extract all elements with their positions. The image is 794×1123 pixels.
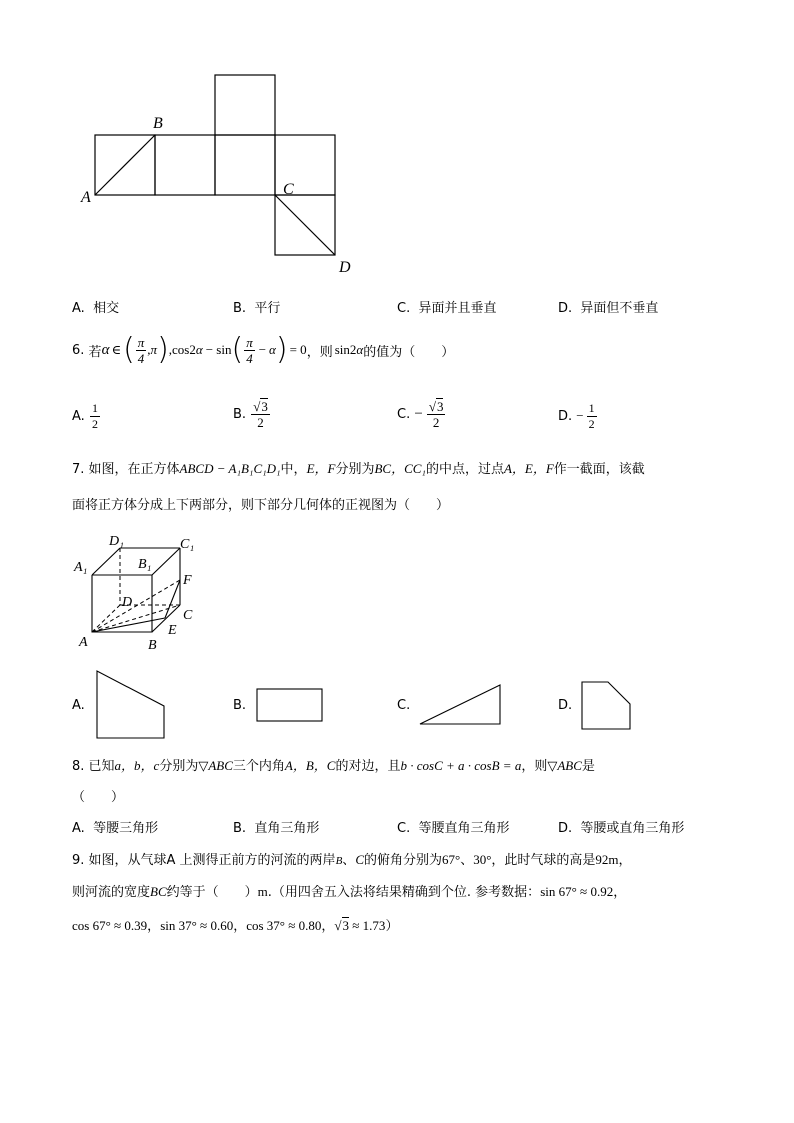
cube-label-c: C <box>183 608 193 623</box>
q5-option-a: A. 相交 <box>72 301 120 316</box>
q8-option-d: D. 等腰或直角三角形 <box>558 821 685 836</box>
cube-label-b1: B₁ <box>138 557 152 572</box>
q9-stem-line3: cos 67° ≈ 0.39，sin 37° ≈ 0.60，cos 37° ≈ 0.80，√3 ≈ 1.73） <box>72 918 399 934</box>
cube-net-figure <box>70 65 370 280</box>
q8-option-c: C. 等腰直角三角形 <box>397 821 510 836</box>
q6-option-a: A. $\frac{1}{2}$ <box>72 400 98 431</box>
net-label-b: B <box>153 115 163 132</box>
q6-option-b: B. $\frac{√3}{2}$ <box>233 398 268 430</box>
q7-option-b-shape <box>255 687 325 723</box>
net-label-d: D <box>339 259 351 276</box>
cube-label-b: B <box>148 638 157 653</box>
q7-option-a-label: A. <box>72 698 85 713</box>
q7-option-b-label: B. <box>233 698 247 713</box>
q7-option-a-shape <box>94 668 168 742</box>
q6-stem: 6. 若 α ∈ ( $\frac{\pi}{4}$ , π ) , cos2 α − sin ( $\frac{\pi}{4}$ − α ) = 0 ，则 sin2 α 的值为（ ） <box>72 332 455 367</box>
q8-stem-line2: （ ） <box>72 790 125 805</box>
net-label-c: C <box>283 181 294 198</box>
q8-stem-line1: 8. 已知a，b，c分别为▽ABC三个内角A，B，C的对边，且b · cosC + a · cosB = a，则▽ABC是 <box>72 758 595 774</box>
q9-stem-line2: 则河流的宽度BC约等于（ ）m.（用四舍五入法将结果精确到个位. 参考数据：sin 67° ≈ 0.92， <box>72 884 627 900</box>
q7-option-c-label: C. <box>397 698 411 713</box>
q7-option-d-label: D. <box>558 698 573 713</box>
cube-label-d1: D₁ <box>109 534 124 549</box>
cube-label-d: D <box>122 595 133 610</box>
cube-label-c1: C₁ <box>180 537 195 552</box>
q8-option-a: A. 等腰三角形 <box>72 821 159 836</box>
q7-option-d-shape <box>580 680 634 732</box>
q6-option-c: C. − $\frac{√3}{2}$ <box>397 398 444 430</box>
cube-label-a1: A₁ <box>74 560 88 575</box>
q7-stem-line2: 面将正方体分成上下两部分，则下部分几何体的正视图为（ ） <box>72 498 450 513</box>
net-label-a: A <box>81 189 91 206</box>
q8-option-b: B. 直角三角形 <box>233 821 320 836</box>
cube-label-f: F <box>183 573 192 588</box>
q7-option-c-shape <box>418 683 504 727</box>
cube-label-e: E <box>168 623 177 638</box>
cube-label-a: A <box>79 635 88 650</box>
q5-option-c: C. 异面并且垂直 <box>397 301 497 316</box>
cube-figure <box>70 528 210 653</box>
q6-option-d: D. − $\frac{1}{2}$ <box>558 400 595 431</box>
q5-option-b: B. 平行 <box>233 301 281 316</box>
q9-stem-line1: 9. 如图，从气球A 上测得正前方的河流的两岸B、C的俯角分别为67°、30°，此时气球的高是92m， <box>72 852 632 868</box>
q5-option-d: D. 异面但不垂直 <box>558 301 659 316</box>
q7-stem-line1: 7. 如图，在正方体ABCD − A₁B₁C₁D₁中，E，F分别为BC，CC₁的中点，过点A，E，F作一截面，该截 <box>72 461 645 477</box>
